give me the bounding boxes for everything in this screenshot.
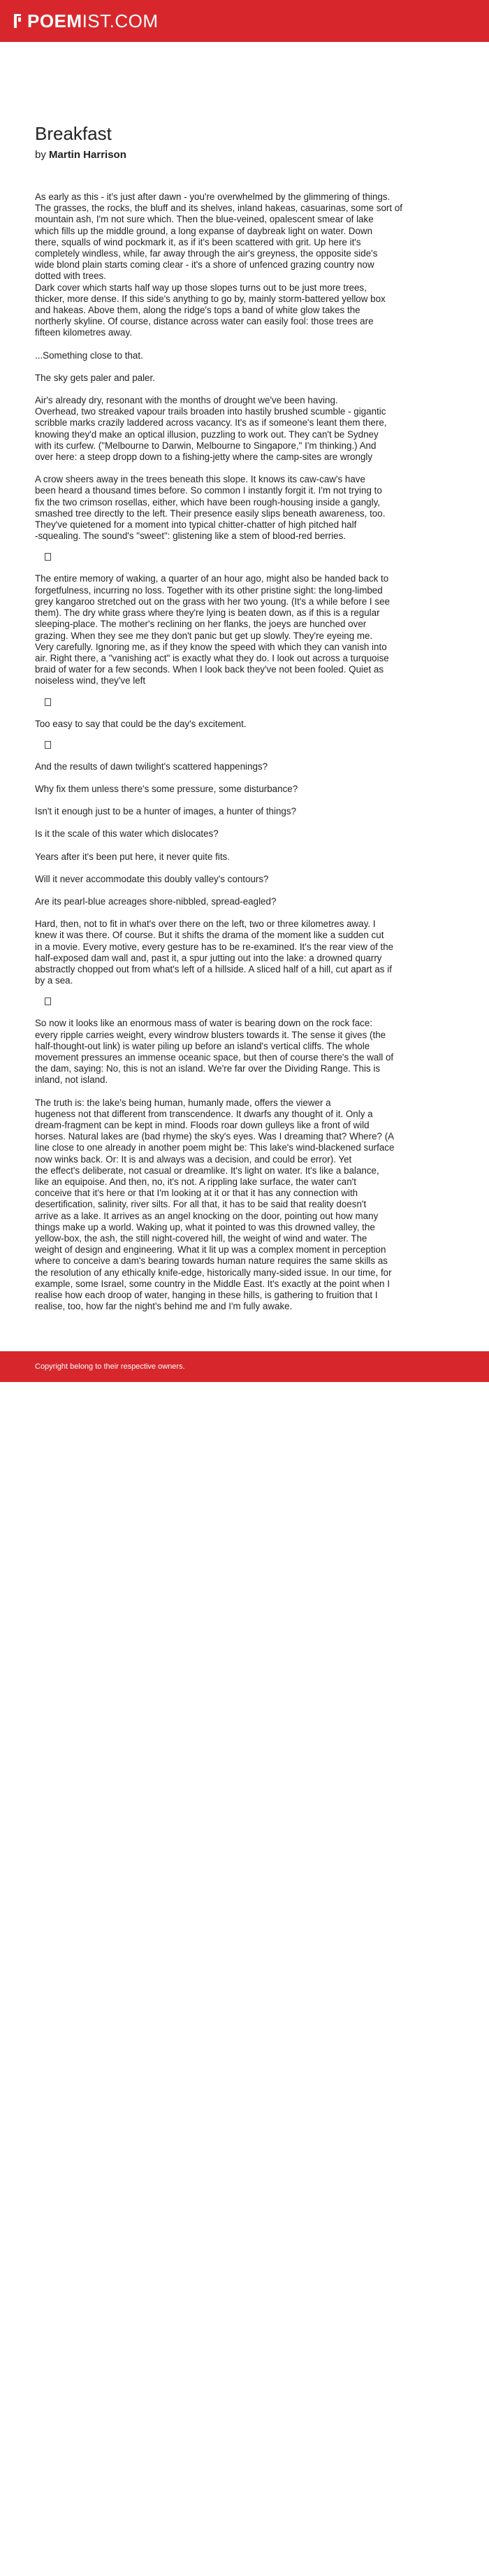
- poem-line: where to conceive a dam's bearing towards human nature requires the same skills as: [35, 1255, 388, 1267]
- poem-line: Too easy to say that could be the day's excitement.: [35, 718, 247, 729]
- poem-line: over here: a steep dropp down to a fishing-jetty where the camp-sites are wrongly: [35, 452, 373, 463]
- poem-line: the effect's deliberate, not casual or dreamlike. It's light on water. It's like a balance,: [35, 1165, 379, 1176]
- author-link[interactable]: Martin Harrison: [49, 149, 126, 161]
- poem-line: the resolution of any ethically knife-edge, historically many-sided issue. In our time, for: [35, 1267, 392, 1278]
- poem-line: The entire memory of waking, a quarter of an hour ago, might also be handed back to: [35, 573, 389, 584]
- poem-content: [0, 42, 489, 1337]
- stanza: [35, 828, 454, 840]
- poem-line: wide blond plain starts coming clear - it's a shore of unfenced grazing country now: [35, 259, 374, 271]
- stanza: [35, 373, 454, 384]
- poem-line: the dam, saying: No, this is not an island. We're far over the Dividing Range. This is: [35, 1063, 381, 1074]
- section-divider-icon: [45, 741, 51, 749]
- copyright-text: Copyright belong to their respective owners.: [35, 1362, 185, 1372]
- stanza: [35, 806, 454, 817]
- poem-line: forgetfulness, incurring no loss. Together with its other pristine sight: the long-limbed: [35, 584, 383, 596]
- footer: [0, 1351, 489, 1382]
- poem-line: grazing. When they see me they don't panic but get up slowly. They're eyeing me.: [35, 630, 373, 641]
- poem-line: them). The dry white grass where they're lying is beaten down, as if this is a regular: [35, 607, 380, 619]
- poem-line: thicker, more dense. If this side's anything to go by, mainly storm-battered yellow box: [35, 293, 386, 304]
- poem-line: mountain ash, I'm not sure which. Then the blue-veined, opalescent smear of lake: [35, 214, 374, 225]
- poem-line: half-thought-out link) is water piling up before an island's vertical cliffs. The whole: [35, 1040, 370, 1051]
- section-divider-icon: [45, 553, 51, 561]
- section-divider-icon: [45, 998, 51, 1005]
- poem-line: Isn't it enough just to be a hunter of images, a hunter of things?: [35, 806, 297, 817]
- poem-line: Are its pearl-blue acreages shore-nibbled, spread-eagled?: [35, 895, 277, 907]
- poem-line: fix the two crimson rosellas, either, which have been rough-housing inside a gangly,: [35, 496, 380, 508]
- poem-line: scribble marks crazily laddered across vacancy. It's as if someone's leant them there,: [35, 417, 387, 429]
- stanza: [35, 761, 454, 772]
- poem-line: Why fix them unless there's some pressure, some disturbance?: [35, 783, 298, 794]
- poem-line: with its curfew. ("Melbourne to Darwin, Melbourne to Singapore," I'm thinking.) And: [35, 440, 377, 451]
- poem-line: knew it was there. Of course. But it shifts the drama of the moment like a sudden cut: [35, 930, 384, 941]
- by-label: by: [35, 149, 46, 161]
- logo-text-bold: POEM: [27, 10, 82, 31]
- poem-line: by a sea.: [35, 975, 73, 986]
- poem-line: conceive that it's here or that I'm looking at it or that it has any connection with: [35, 1188, 358, 1199]
- stanza: [35, 1018, 454, 1086]
- stanza: [35, 784, 454, 795]
- poem-line: Dark cover which starts half way up those slopes turns out to be just more trees,: [35, 282, 367, 293]
- poem-line: and hakeas. Above them, along the ridge's tops a band of white glow takes the: [35, 305, 360, 316]
- poem-line: like an equipoise. And then, no, it's not. A rippling lake surface, the water can't: [35, 1177, 356, 1187]
- poem-line: Air's already dry, resonant with the months of drought we've been having.: [35, 395, 338, 406]
- poem-line: realise, too, how far the night's behind me and I'm fully awake.: [35, 1301, 293, 1312]
- poem-line: noiseless wind, they've left: [35, 675, 146, 686]
- poem-line: there, squalls of wind pockmark it, as if it's been scattered with grit. Up here it's: [35, 236, 361, 247]
- poem-line: smashed tree directly to the left. Their presence easily slips beneath awareness, too.: [35, 508, 386, 519]
- stanza: [35, 719, 454, 730]
- poem-line: every ripple carries weight, every windrow blusters towards it. The sense it gives (the: [35, 1029, 386, 1040]
- stanza: [35, 192, 454, 339]
- poem-line: now winks back. Or: It is and always was a decision, and could be error). Yet: [35, 1153, 352, 1165]
- poem-line: arrive as a lake. It arrives as an angel knocking on the door, pointing out how many: [35, 1210, 379, 1221]
- stanza: [35, 896, 454, 907]
- stanza: [35, 919, 454, 986]
- poem-line: yellow-box, the ash, the still night-covered hill, the weight of wind and water. The: [35, 1233, 367, 1244]
- poem-line: Years after it's been put here, it never quite fits.: [35, 851, 230, 862]
- poem-line: A crow sheers away in the trees beneath this slope. It knows its caw-caw's have: [35, 474, 365, 485]
- poem-line: in a movie. Every motive, every gesture has to be re-examined. It's the rear view of the: [35, 941, 394, 952]
- byline: [35, 149, 454, 161]
- poem-line: which fills up the middle ground, a long expanse of daybreak light on water. Down: [35, 225, 373, 236]
- poem-line: things make up a world. Waking up, what it pointed to was this drowned valley, the: [35, 1221, 375, 1232]
- poem-line: northerly skyline. Of course, distance across water can easily fool: those trees are: [35, 316, 374, 327]
- poem-line: realise how each droop of water, hanging in these hills, is gathering to fruition that I: [35, 1290, 378, 1301]
- stanza: [35, 350, 454, 361]
- poem-line: grey kangaroo stretched out on the grass with her two young. (It's a while before I see: [35, 596, 390, 607]
- poem-line: Will it never accommodate this doubly valley's contours?: [35, 873, 269, 884]
- poem-line: line close to one already in another poem might be: This lake's wind-blackened surface: [35, 1142, 395, 1153]
- poem-line: The truth is: the lake's being human, humanly made, offers the viewer a: [35, 1097, 331, 1108]
- poem-line: Overhead, two streaked vapour trails broaden into hastily brushed scumble - gigantic: [35, 406, 386, 417]
- stanza: [35, 874, 454, 885]
- poem-line: knowing they'd make an optical illusion, puzzling to work out. They can't be Sydney: [35, 429, 379, 440]
- poem-line: braid of water for a few seconds. When I look back they've not been fooled. Quiet as: [35, 664, 384, 675]
- poem-line: inland, not island.: [35, 1074, 108, 1086]
- poem-title: Breakfast: [35, 123, 112, 144]
- stanza: [35, 474, 454, 542]
- site-logo[interactable]: [13, 10, 159, 32]
- top-bar: [0, 0, 489, 42]
- poem-line: -squealing. The sound's "sweet": glistening like a stem of blood-red berries.: [35, 531, 346, 542]
- poem-line: been heard a thousand times before. So common I instantly forgit it. I'm not trying to: [35, 485, 382, 496]
- section-divider-icon: [45, 698, 51, 706]
- poem-line: fifteen kilometres away.: [35, 327, 132, 338]
- stanza: [35, 573, 454, 686]
- poem-line: And the results of dawn twilight's scattered happenings?: [35, 761, 268, 772]
- poem-line: ...Something close to that.: [35, 350, 143, 361]
- poem-line: sleeping-place. The mother's reclining on her flanks, the joeys are hunched over: [35, 619, 367, 630]
- poem-line: They've quietened for a moment into typical chitter-chatter of high pitched half: [35, 519, 357, 531]
- poemist-feather-icon: [13, 13, 22, 29]
- poem-line: weight of design and engineering. What it lit up was a complex moment in perception: [35, 1244, 386, 1255]
- poem-line: dream-fragment can be kept in mind. Floods roar down gulleys like a front of wild: [35, 1119, 370, 1130]
- stanza: [35, 851, 454, 863]
- logo-text-light: IST.COM: [82, 10, 159, 31]
- stanza: [35, 395, 454, 463]
- poem-line: abstractly chopped out from what's left of a hillside. A sliced half of a hill, cut apart as if: [35, 963, 392, 974]
- poem-line: half-exposed dam wall and, past it, a spur jutting out into the lake: a drowned quarry: [35, 952, 382, 963]
- poem-line: hugeness not that different from transcendence. It dwarfs any thought of it. Only a: [35, 1108, 373, 1119]
- poem-line: movement pressures an immense oceanic space, but then of course there's the wall of: [35, 1051, 394, 1063]
- poem-line: Hard, then, not to fit in what's over there on the left, two or three kilometres away. I: [35, 919, 376, 930]
- poem-line: Very carefully. Ignoring me, as if they know the speed with which they can vanish into: [35, 641, 387, 652]
- poem-line: horses. Natural lakes are (bad rhyme) the sky's eyes. Was I dreaming that? Where? (A: [35, 1131, 395, 1142]
- poem-line: dotted with trees.: [35, 271, 106, 282]
- poem-body: [35, 192, 454, 1312]
- poem-line: The grasses, the rocks, the bluff and its shelves, inland hakeas, casuarinas, some sort of: [35, 203, 402, 214]
- poem-line: Is it the scale of this water which dislocates?: [35, 828, 219, 840]
- poem-line: The sky gets paler and paler.: [35, 372, 155, 383]
- poem-line: desertification, salinity, river silts. For all that, it has to be said that reality doesn't: [35, 1199, 367, 1210]
- stanza: [35, 1098, 454, 1313]
- poem-line: completely windless, while, far away through the air's greyness, the opposite side's: [35, 248, 378, 259]
- poem-line: air. Right there, a "vanishing act" is exactly what they do. I look out across a turquoise: [35, 652, 389, 663]
- poem-line: As early as this - it's just after dawn - you're overwhelmed by the glimmering of things.: [35, 192, 391, 202]
- poem-line: So now it looks like an enormous mass of water is bearing down on the rock face:: [35, 1018, 373, 1029]
- poem-line: example, some Israel, some country in the Middle East. It's exactly at the point when I: [35, 1278, 390, 1289]
